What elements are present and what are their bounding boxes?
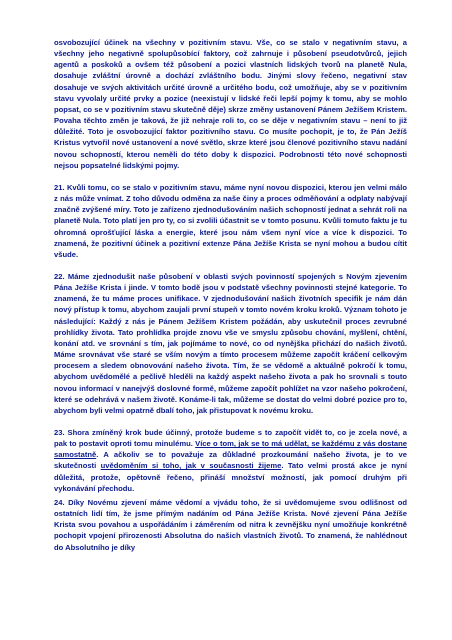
paragraph-continuation	[54, 37, 407, 171]
paragraph-text: 24. Díky Novému zjevení máme vědomí a vjvádu toho, že si uvědomujeme svou odlišnost od ostatních lidí tím, že jsme přímým nadáním od Pána Ježíše Krista. Nové zjevení Pána Ježíše Krista svou povahou a uspořádáním i záměrením od nitra k zevnějšku nyní umožňuje konkrétně pochopit vpojení přirozenosti Absolutna do našich vlastních životů. To znamená, že nahlédnout do Absolutního je díky	[54, 497, 407, 552]
paragraph-24	[54, 497, 407, 553]
underlined-text: Více o tom, jak se to má udělat, se každému z vás dostane samostatně	[54, 439, 407, 460]
underlined-text: uvědoměním si toho, jak v současnosti žijeme	[100, 461, 282, 471]
paragraph-text: 23. Shora zmíněný krok bude účinný, protože budeme s to započít vidět to, co je zcela nové, a pak to postavit oproti tomu minulému.	[54, 428, 407, 449]
paragraph-text: 21. Kvůli tomu, co se stalo v pozitivním stavu, máme nyní novou dispozici, kterou jen velmi málo z nás může vnímat. Z toho důvodu odměna za naše činy a proces odměňování a odplaty nabývají značně zvýšené míry. Toto je zařízeno zjednodušováním našich schopností jednat a sehrát roli na planetě Nula. Toto platí jen pro ty, co si zvolili účastnit se v tomto posunu. Kvůli tomuto faktu je tu ohromná oprošťující láska a energie, které jsou nám všem nyní více a více k dispozici. To znamená, že pozitivní účinek a pozitivní extenze Pána Ježíše Krista se nyní mohou a budou cítit všude.	[54, 182, 407, 259]
paragraph-text: osvobozující účinek na všechny v pozitivním stavu. Vše, co se stalo v negativním stavu, a všechny jeho negativně spolupůsobící faktory, což zahrnuje i působení pseudotvůrců, jejich agentů a poskoků a ovšem též působení a pozici vlastních lidských tvorů na planetě Nula, dosahuje zvláštní úrovně a dochází zvláštního bodu. Jinými slovy řečeno, negativní stav dosahuje ve svých aktivitách určité úrovně a určitého bodu, což umožňuje, aby se v pozitivním stavu vyvolaly určité prvky a pozice (neexistují v lidské řeči lepší pojmy k tomu, aby se mohlo popsat, co se v pozitivním stavu skutečně děje) skrze změny ustanovení Pánem Ježíšem Kristem. Povaha těchto změn je taková, že již nehraje roli to, co se děje v negativním stavu – není to již důležité. Toto je osvobozující faktor pozitivního stavu. Co musíte pochopit, je to, že Pán Ježíš Kristus vytvořil nové ustanovení a nové světlo, skrze které jsou členové pozitivního stavu nadání novou schopností, kterou neměli do této doby k dispozici. Podrobnosti této nové schopnosti nejsou popsatelné lidskými pojmy.	[54, 38, 407, 170]
paragraph-23	[54, 427, 407, 494]
paragraph-text: 22. Máme zjednodušit naše působení v oblasti svých povinností spojených s Novým zjevením Pána Ježíše Krista i jinde. V tomto bodě jsou v podstatě všechny povinnosti stejné kategorie. To znamená, že tu máme proces unifikace. V zjednodušování našich životních specifik je nám dán nový přístup k tomu, abychom zaujali první stupeň v tomto novém kroku kroků. Význam tohoto je následující: Každý z nás je Pánem Ježíšem Kristem požádán, aby uskutečnil proces zevrubné prohlídky života. Tato prohlídka projde znovu vše ve smyslu způsobu chování, myšlení, chtění, konání atd. ve srovnání s tím, jak pojímáme to nové, co od nynějška přichází do našich životů. Máme srovnávat vše staré se vším novým a tímto procesem můžeme započít kráčení celkovým procesem a sledem obnovování našeho života. Tím, že se vědomě a aktuálně pokročí k tomu, abychom uvědomělé a pečlivě hleděli na každý aspekt našeho života a pak ho srovnali s touto novou informací v nanejvýš doslovné formě, můžeme započít pohlížet na vzor našeho pokročení, které se odehrává v našem životě. Konáme-li tak, můžeme se dostat do velmi dobré pozice pro to, abychom byli velmi opatrně dbalí toho, jak přistupovat k novému kroku.	[54, 271, 407, 415]
paragraph-22	[54, 271, 407, 416]
text-column	[54, 37, 407, 553]
paragraph-21	[54, 182, 407, 260]
paragraph-text: . Tato velmi prostá akce je nyní důležitá, protože, opětovně řečeno, přináší množství možností, jak pomocí druhým při vykonávání přechodu.	[54, 461, 407, 493]
paragraph-text: . A ačkoliv se to považuje za důkladné prozkoumání našeho života, je to ve skutečnosti	[54, 450, 407, 471]
